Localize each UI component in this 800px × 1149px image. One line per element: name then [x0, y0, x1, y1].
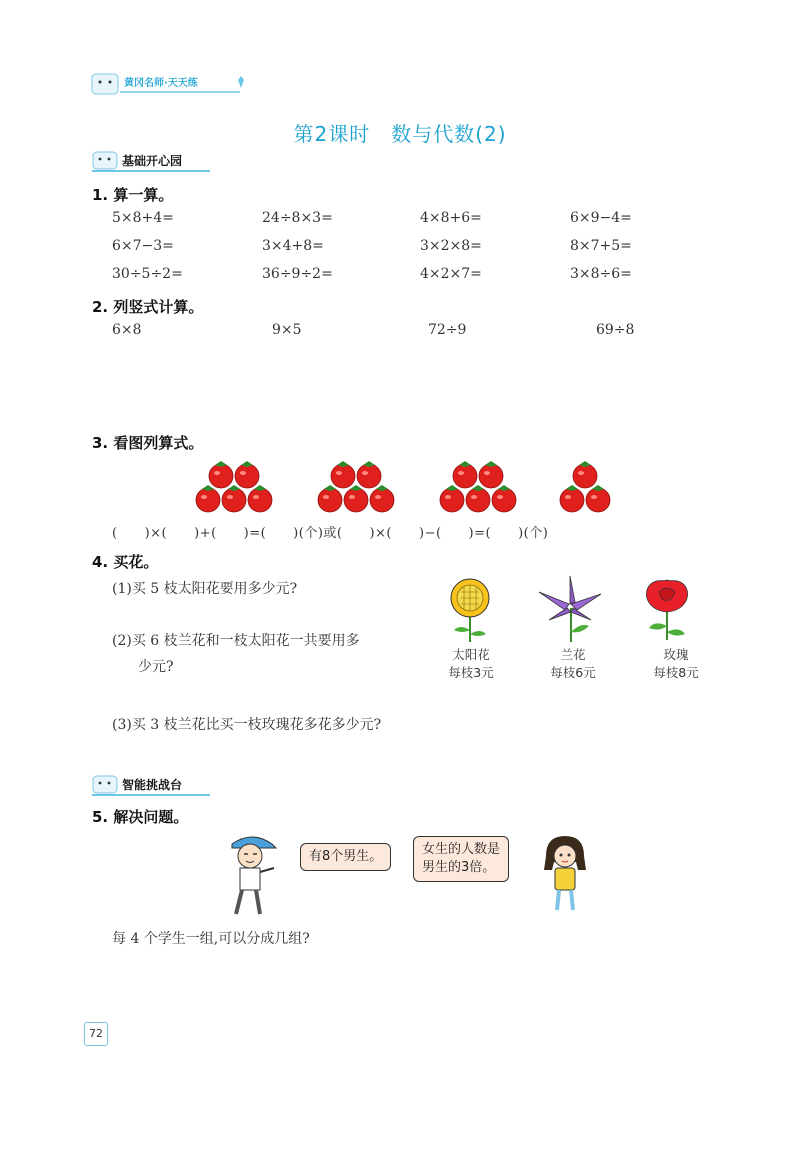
q4-sub1: (1)买 5 枝太阳花要用多少元? — [112, 581, 298, 597]
q3-title: 3. 看图列算式。 — [92, 434, 204, 452]
tomato-icon — [560, 485, 584, 512]
q1-expression: 30÷5÷2= — [112, 266, 183, 282]
brand-name: 黄冈名师·天天练 — [124, 78, 198, 89]
flower-price: 每枝3元 — [448, 665, 494, 680]
q1-expression: 6×9−4= — [570, 210, 632, 226]
q1-expression: 6×7−3= — [112, 238, 174, 254]
q2-item: 69÷8 — [596, 322, 635, 338]
tomato-icon — [318, 485, 342, 512]
bear-icon — [92, 150, 118, 170]
q2-item: 9×5 — [272, 322, 302, 338]
flower-price: 每枝6元 — [550, 665, 596, 680]
q2-item: 6×8 — [112, 322, 142, 338]
q1-expression: 24÷8×3= — [262, 210, 333, 226]
flower-label — [631, 646, 721, 682]
tomato-icon — [209, 461, 233, 488]
q2-title: 2. 列竖式计算。 — [92, 298, 204, 316]
q2-item: 72÷9 — [428, 322, 467, 338]
q1-expression: 3×8÷6= — [570, 266, 632, 282]
q1-expression: 36÷9÷2= — [262, 266, 333, 282]
rose-icon — [641, 576, 693, 646]
tomato-icon — [453, 461, 477, 488]
flower-name: 玫瑰 — [663, 647, 689, 662]
tomato-icon — [222, 485, 246, 512]
tomato-icon — [331, 461, 355, 488]
tomato-icon — [235, 461, 259, 488]
tomato-icon — [492, 485, 516, 512]
flower-label — [426, 646, 516, 682]
girl-speech-bubble — [413, 836, 509, 882]
q5-question: 每 4 个学生一组,可以分成几组? — [112, 931, 310, 947]
bear-icon — [92, 774, 118, 794]
section-basic-label: 基础开心园 — [122, 154, 183, 168]
section-challenge — [92, 774, 212, 796]
flower-price: 每枝8元 — [653, 665, 699, 680]
flower-name: 太阳花 — [452, 647, 490, 662]
orchid-icon — [535, 574, 605, 648]
q1-title: 1. 算一算。 — [92, 186, 174, 204]
tomato-icon — [344, 485, 368, 512]
girl-bubble-line: 女生的人数是 — [422, 842, 501, 857]
girl-illustration — [540, 834, 590, 918]
q5-title: 5. 解决问题。 — [92, 808, 189, 826]
tomato-icon — [440, 485, 464, 512]
tomato-illustration — [190, 458, 630, 522]
q1-expression: 3×2×8= — [420, 238, 482, 254]
girl-bubble-line: 男生的3倍。 — [422, 860, 496, 875]
q1-expression: 4×8+6= — [420, 210, 482, 226]
tomato-icon — [248, 485, 272, 512]
tomato-icon — [466, 485, 490, 512]
q1-expression: 8×7+5= — [570, 238, 632, 254]
page-number: 72 — [84, 1022, 108, 1046]
q1-expression: 5×8+4= — [112, 210, 174, 226]
flower-label — [528, 646, 618, 682]
tomato-icon — [196, 485, 220, 512]
q4-sub2a: (2)买 6 枝兰花和一枝太阳花一共要用多 — [112, 633, 360, 649]
sunflower-icon — [443, 578, 497, 648]
tomato-icon — [357, 461, 381, 488]
tomato-icon — [586, 485, 610, 512]
section-basic — [92, 150, 212, 172]
tomato-icon — [479, 461, 503, 488]
section-challenge-label: 智能挑战台 — [122, 778, 183, 792]
tomato-icon — [573, 461, 597, 488]
boy-illustration — [222, 830, 282, 922]
q4-sub3: (3)买 3 枝兰花比买一枝玫瑰花多花多少元? — [112, 717, 382, 733]
flower-name: 兰花 — [560, 647, 586, 662]
q3-blank-line: ( )×( )+( )=( )(个)或( )×( )−( )=( )(个) — [112, 526, 549, 541]
boy-speech-bubble: 有8个男生。 — [300, 843, 391, 871]
tomato-icon — [370, 485, 394, 512]
q4-sub2b: 少元? — [138, 659, 174, 675]
q4-title: 4. 买花。 — [92, 553, 159, 571]
q1-expression: 3×4+8= — [262, 238, 324, 254]
lesson-title: 第2课时 数与代数(2) — [293, 122, 507, 146]
q1-expression: 4×2×7= — [420, 266, 482, 282]
